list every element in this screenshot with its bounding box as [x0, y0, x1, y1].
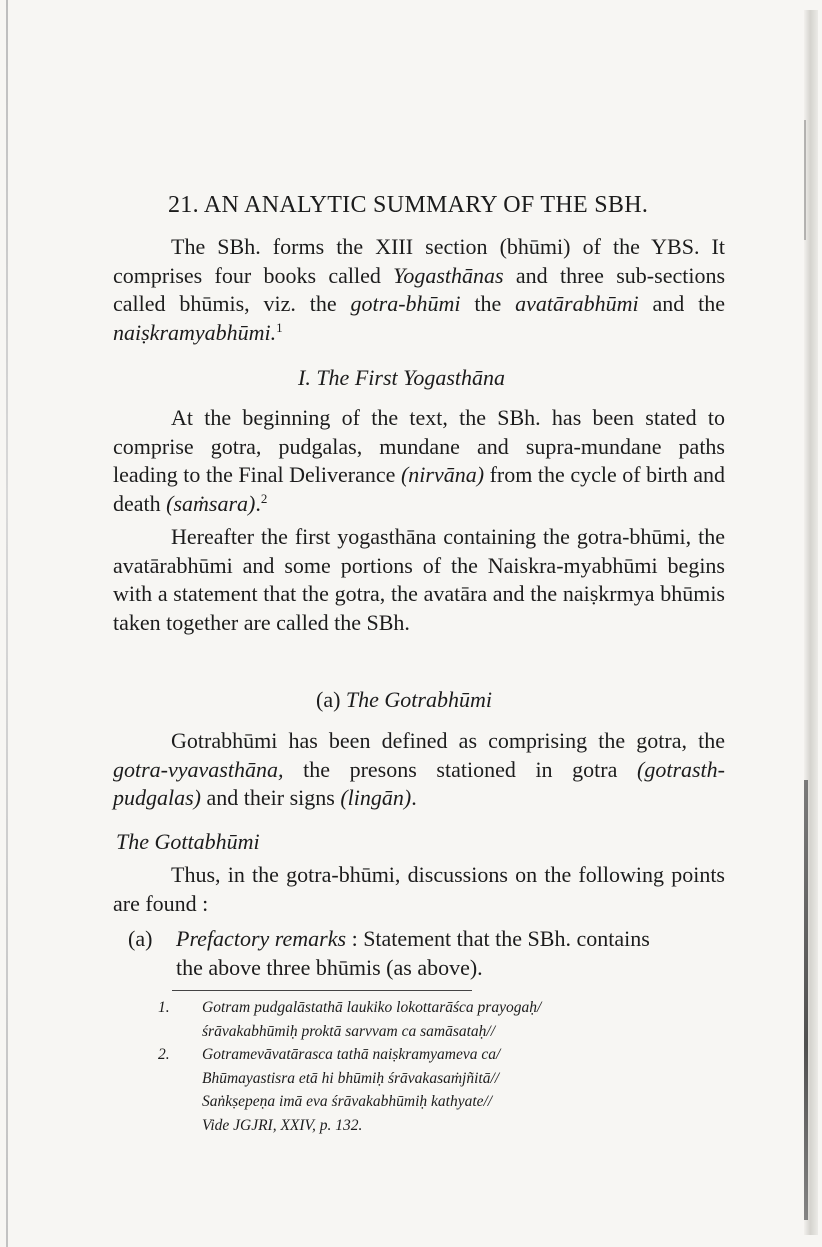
paragraph-gotrabhumi-definition: Gotrabhūmi has been defined as comprising the gotra, the gotra-vyavasthāna, the presons stationed in gotra (gotrasth-pudgalas) and their signs (lingān). — [113, 728, 725, 810]
term-gotra-vyavasthana: gotra-vyavasthāna, — [113, 756, 284, 782]
paragraph-text-beginning: At the beginning of the text, the SBh. has been stated to comprise gotra, pudgalas, mundane and supra-mundane paths leading to the Final Deliverance (nirvāna) from the cycle of birth and death (saṁsara).$^2$ — [113, 405, 725, 516]
list-item-prefactory-remarks: (a) Prefactory remarks : Statement that the SBh. contains the above three bhūmis (as above). — [128, 925, 728, 982]
term-naiskramyabhumi: naiṣkramyabhūmi. — [113, 319, 277, 345]
footnote-line: Bhūmayastisra etā hi bhūmiḥ śrāvakasaṁjñitā// — [202, 1069, 500, 1087]
footnote-number: 1. — [158, 999, 170, 1016]
list-item-label: Prefactory remarks — [176, 926, 347, 951]
footnote-line: śrāvakabhūmiḥ proktā sarvvam ca samāsataḥ// — [202, 1022, 496, 1040]
footnote-2 — [158, 1043, 698, 1137]
subsection-a-heading — [316, 687, 492, 713]
paragraph-first-yogasthana: Hereafter the first yogasthāna containing the gotra-bhūmi, the avatārabhūmi and some portions of the Naiskra-myabhūmi begins with a statement that the gotra, the avatāra and the naiṣkrmya bhūmis taken together are called the SBh. — [113, 524, 725, 635]
footnote-line: Gotram pudgalāstathā laukiko lokottarāśca prayogaḥ/ — [202, 999, 542, 1016]
list-marker: (a) — [128, 926, 153, 951]
list-item-text: Statement that the SBh. contains — [363, 926, 650, 951]
term-avatarabhumi: avatārabhūmi — [515, 291, 639, 316]
term-gotrasth-pudgalas: (gotrasth-pudgalas) — [113, 756, 725, 810]
list-item-continuation: the above three bhūmis (as above). — [176, 954, 483, 980]
footnotes — [158, 996, 698, 1137]
footnote-line: Vide JGJRI, XXIV, p. 132. — [202, 1116, 363, 1134]
footnote-number: 2. — [158, 1046, 170, 1063]
footnote-line: Saṅkṣepeṇa imā eva śrāvakabhūmiḥ kathyate// — [202, 1093, 493, 1110]
footnote-ref-2: 2 — [260, 490, 268, 506]
paragraph-points-found: Thus, in the gotra-bhūmi, discussions on the following points are found : — [113, 862, 725, 916]
gottabhumi-heading: The Gottabhūmi — [116, 829, 260, 854]
term-gotrabhumi: gotra-bhūmi — [350, 291, 461, 316]
term-samsara: (saṁsara) — [166, 490, 256, 516]
term-yogasthanas: Yogasthānas — [393, 262, 504, 288]
term-nirvana: (nirvāna) — [400, 462, 485, 487]
intro-paragraph: The SBh. forms the XIII section (bhūmi) of the YBS. It comprises four books called Yogasthānas and three sub-sections called bhūmis, viz. the gotra-bhūmi the avatārabhūmi and the naiṣkramyabhūmi.$^1$ — [113, 234, 726, 345]
footnote-divider — [172, 990, 472, 991]
scan-edge-right-mark — [804, 120, 806, 240]
term-lingan: (lingān) — [340, 785, 412, 810]
scan-edge-left — [6, 0, 8, 1247]
footnote-ref-1: 1 — [276, 319, 283, 335]
scan-edge-right-shadow — [804, 780, 808, 1220]
footnote-line: Gotramevāvatārasca tathā naiṣkramyameva ca/ — [202, 1046, 501, 1063]
subsection-a-title: The Gotrabhūmi — [345, 687, 492, 712]
subsection-a-label: (a) — [316, 687, 341, 712]
section-title-first-yogasthana: I. The First Yogasthāna — [298, 365, 506, 390]
chapter-heading: 21. AN ANALYTIC SUMMARY OF THE SBH. — [168, 192, 649, 218]
footnote-1 — [158, 996, 698, 1043]
